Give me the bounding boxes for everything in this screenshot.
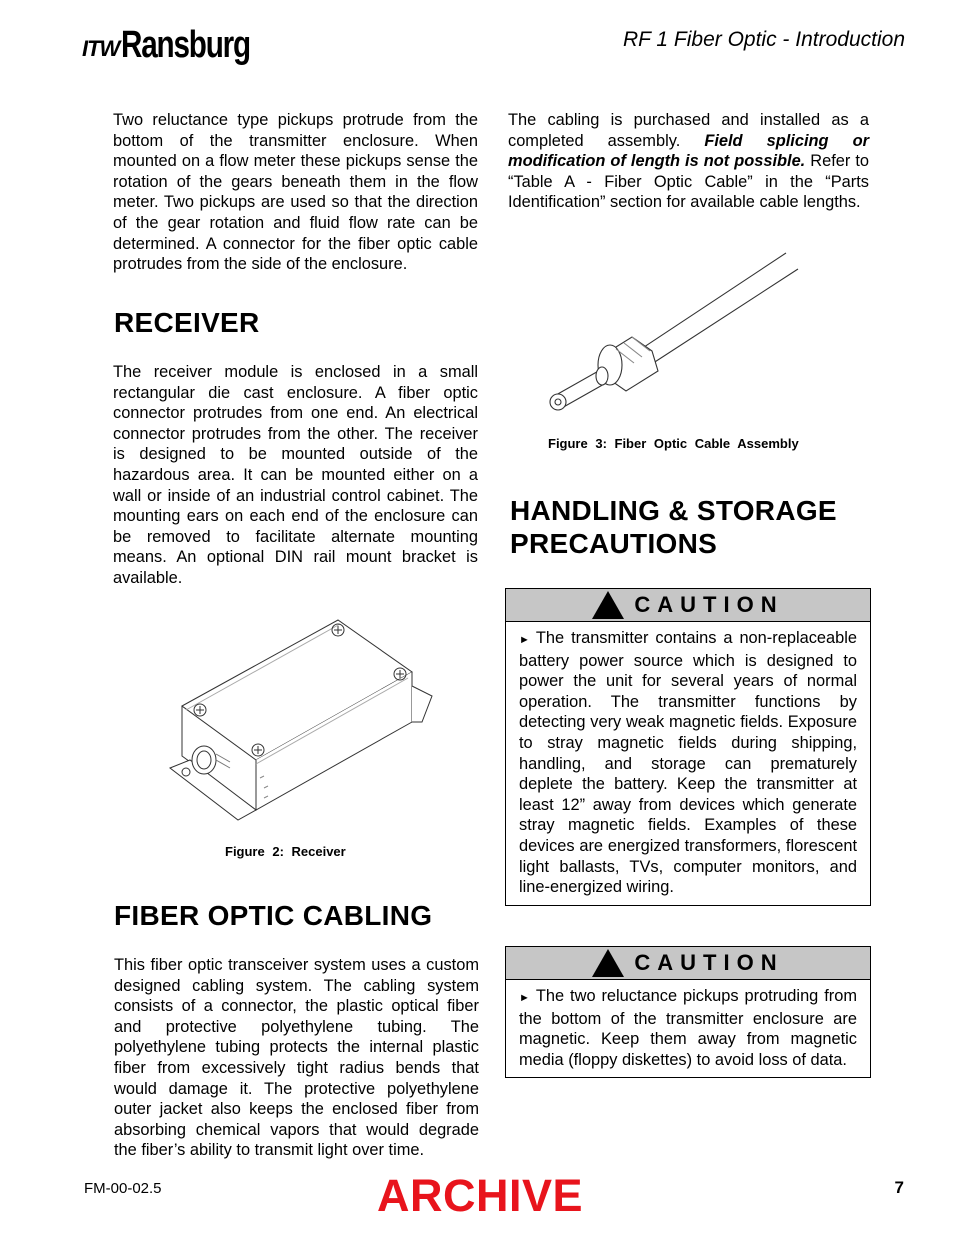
doc-number: FM-00-02.5 [84, 1180, 162, 1197]
receiver-heading: RECEIVER [114, 307, 260, 338]
caution-box-magnetic [505, 946, 871, 1078]
figure-2-caption: Figure 2: Receiver [225, 844, 346, 859]
running-head: RF 1 Fiber Optic - Introduction [622, 28, 905, 51]
page-number: 7 [894, 1178, 904, 1197]
caution-body [506, 622, 870, 905]
receiver-paragraph: The receiver module is enclosed in a small rectangular die cast enclosure. A fiber optic connector protrudes from one end. An electrical connector protrudes from the other. The receiver is designed to be mounted outside of the hazardous area. It can be mounted either on a wall or inside of an industrial control cabinet. The mounting ears on each end of the enclosure can be removed to facilitate alternate mounting means. An optional DIN rail mount bracket is available. [113, 363, 478, 587]
bullet-arrow-icon: ► [519, 992, 530, 1004]
itw-ransburg-logo [82, 22, 287, 70]
caution-text: The two reluctance pickups protruding from the bottom of the transmitter enclosure are magnetic. Keep them away from magnetic media (floppy diskettes) to avoid loss of data. [519, 987, 857, 1069]
logo-itw: ITW [82, 36, 120, 61]
caution-text: The transmitter contains a non-replaceable battery power source which is designed to power the unit for several years of normal operation. The transmitter functions by detecting very weak magnetic fields. Exposure to stray magnetic fields during shipping, handling, and storage can prematurely deplete the battery. Keep the transmitter at least 12” away from devices which generate stray magnetic fields. Examples of these devices are energized transformers, florescent light ballasts, TVs, computer monitors, and line-energized wiring. [519, 629, 857, 897]
figure-3-caption: Figure 3: Fiber Optic Cable Assembly [548, 436, 799, 451]
cabling-text-emphasis: Field splicing or modification of length is not possible. [508, 131, 869, 171]
caution-triangle-icon [592, 591, 624, 619]
cabling-text-after: Refer to “Table A - Fiber Optic Cable” in the “Parts Identification” section for available cable lengths. [508, 152, 869, 212]
caution-title: CAUTION [634, 592, 784, 617]
caution-triangle-icon [592, 949, 624, 977]
caution-bar [506, 947, 870, 980]
caution-title: CAUTION [634, 950, 784, 975]
handling-heading-line2: PRECAUTIONS [510, 528, 718, 559]
logo-brand: Ransburg [121, 24, 251, 66]
handling-storage-heading [510, 494, 837, 560]
archive-stamp: ARCHIVE [377, 1170, 584, 1221]
fiber-optic-cable-illustration [540, 245, 810, 420]
caution-box-battery [505, 588, 871, 906]
fiber-optic-paragraph: This fiber optic transceiver system uses a custom designed cabling system. The cabling system consists of a connector, the plastic optical fiber and protective polyethylene tubing. The polyethylene tubing protects the internal plastic fiber from excessively tight radius bends that would damage it. The protective polyethylene outer jacket also keeps the enclosed fiber from absorbing chemical vapors that would degrade the fiber’s ability to transmit light over time. [114, 956, 479, 1160]
cabling-text-before: The cabling is purchased and installed as a completed assembly. [508, 111, 869, 150]
cabling-paragraph [508, 110, 869, 213]
caution-body [506, 980, 870, 1077]
intro-paragraph: Two reluctance type pickups protrude from the bottom of the transmitter enclosure. When mounted on a flow meter these pickups sense the rotation of the gears beneath them in the flow meter. Two pickups are used so that the direction of the gear rotation and fluid flow rate can be determined. A connector for the fiber optic cable protrudes from the side of the enclosure. [113, 111, 478, 274]
handling-heading-line1: HANDLING & STORAGE [510, 495, 837, 526]
receiver-illustration [160, 610, 440, 825]
fiber-optic-cabling-heading: FIBER OPTIC CABLING [114, 900, 433, 931]
caution-bar [506, 589, 870, 622]
bullet-arrow-icon: ► [519, 634, 530, 646]
